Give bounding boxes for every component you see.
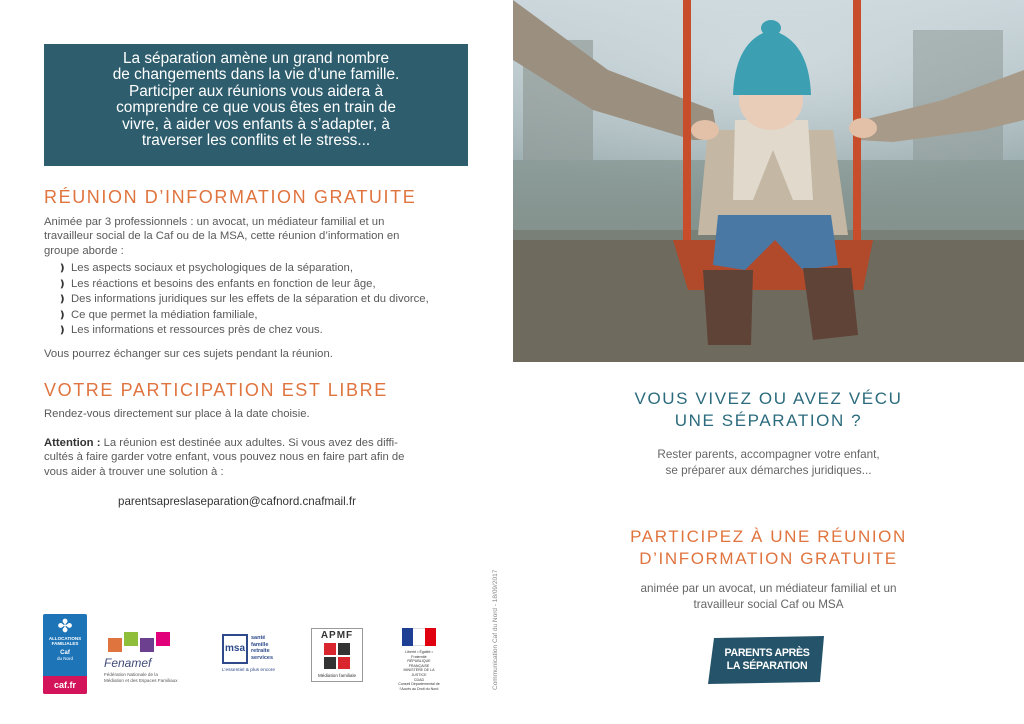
heading-participation: VOTRE PARTICIPATION EST LIBRE <box>44 380 388 400</box>
vivez-line: VOUS VIVEZ OU AVEZ VÉCU <box>634 389 903 408</box>
bullet-icon: ❫ <box>58 309 67 321</box>
list-item-text: Des informations juridiques sur les effets de la séparation et du divorce, <box>71 293 429 306</box>
fenamef-square-icon <box>124 632 138 646</box>
topics-list <box>58 261 429 339</box>
animee-paragraph <box>44 215 470 258</box>
list-item <box>58 277 429 293</box>
fenamef-subtitle: Fédération Nationale de la Médiation et des Espaces Familiaux <box>104 672 178 683</box>
heading-reunion: RÉUNION D’INFORMATION GRATUITE <box>44 187 417 207</box>
caf-logo-text: Caf <box>60 650 70 656</box>
msa-tagline: L’essentiel & plus encore <box>222 668 276 673</box>
bullet-icon: ❫ <box>58 263 67 274</box>
brand-line: PARENTS APRÈS <box>724 647 810 659</box>
animee-subtitle <box>513 581 1024 613</box>
paragraph-line <box>44 436 470 450</box>
caf-logo-text: ALLOCATIONS <box>48 636 82 641</box>
participez-line: PARTICIPEZ À UNE RÉUNION <box>630 527 907 546</box>
fenamef-square-icon <box>140 638 154 652</box>
bullet-icon: ❫ <box>58 325 67 337</box>
puzzle-icon <box>324 643 352 671</box>
cdad-logo <box>398 628 440 691</box>
french-flag-icon <box>402 628 436 646</box>
apmf-title: APMF <box>320 630 354 641</box>
intro-line: Participer aux réunions vous aidera à <box>128 82 384 100</box>
list-item <box>58 292 429 308</box>
caf-logo-text: du Nord <box>56 656 73 661</box>
fenamef-logo <box>104 632 180 687</box>
rendez-vous-text: Rendez-vous directement sur place à la date choisie. <box>44 408 310 420</box>
rester-line: se préparer aux démarches juridiques... <box>665 464 872 477</box>
caf-emblem-icon: ✤ <box>57 616 73 636</box>
msa-words: santé famille retraite services <box>251 635 274 661</box>
bullet-icon: ❫ <box>58 278 67 290</box>
bullet-icon: ❫ <box>58 294 67 306</box>
intro-line: La séparation amène un grand nombre <box>122 50 390 67</box>
list-item <box>58 308 429 324</box>
fenamef-square-icon <box>156 632 170 646</box>
participez-heading <box>513 526 1024 570</box>
msa-box: msa <box>222 634 248 664</box>
attention-paragraph <box>44 436 470 479</box>
caf-logo-text: FAMILIALES <box>51 641 79 646</box>
attention-label: Attention : <box>44 437 101 449</box>
rester-line: Rester parents, accompagner votre enfant, <box>657 448 880 461</box>
fenamef-name: Fenamef <box>104 656 152 670</box>
attention-text: La réunion est destinée aux adultes. Si vous avez des diffi- <box>100 437 398 449</box>
intro-line: comprendre ce que vous êtes en train de <box>116 99 396 117</box>
list-item-text: Les informations et ressources près de chez vous. <box>71 324 323 337</box>
communication-credit: Communication Caf du Nord - 18/09/2017 <box>492 569 499 690</box>
apmf-logo <box>311 628 363 682</box>
brand-line: LA SÉPARATION <box>726 660 808 672</box>
echanger-text: Vous pourrez échanger sur ces sujets pendant la réunion. <box>44 348 333 360</box>
parents-apres-separation-logo <box>708 636 826 684</box>
cdad-text: Liberté • Égalité • Fraternité RÉPUBLIQUE FRANÇAISE MINISTÈRE DE LA JUSTICE CDAD Conseil Départemental de l’Accès au Droit du Nord <box>398 650 440 691</box>
paragraph-line: travailleur social de la Caf ou de la MSA, cette réunion d’information en <box>44 230 400 243</box>
intro-line: de changements dans la vie d’une famille. <box>112 66 400 84</box>
animee-line: animée par un avocat, un médiateur familial et un <box>640 582 897 595</box>
fenamef-square-icon <box>108 638 122 652</box>
list-item <box>58 323 429 339</box>
paragraph-line: vous aider à trouver une solution à : <box>44 465 224 478</box>
paragraph-line: groupe aborde : <box>44 244 124 257</box>
paragraph-line: Animée par 3 professionnels : un avocat, un médiateur familial et un <box>44 216 385 228</box>
caf-fr-badge: caf.fr <box>43 676 87 694</box>
intro-line: vivre, à aider vos enfants à s’adapter, à <box>122 115 390 133</box>
intro-box <box>44 44 468 166</box>
list-item-text: Les aspects sociaux et psychologiques de la séparation, <box>71 262 353 274</box>
participez-line: D’INFORMATION GRATUITE <box>639 549 898 568</box>
vivez-line: UNE SÉPARATION ? <box>674 411 863 430</box>
list-item-text: Les réactions et besoins des enfants en fonction de leur âge, <box>71 277 376 290</box>
contact-email-link[interactable]: parentsapreslaseparation@cafnord.cnafmail.fr <box>118 495 356 508</box>
apmf-subtitle: Médiation familiale <box>317 673 357 678</box>
vivez-heading <box>513 388 1024 432</box>
paragraph-line: cultés à faire garder votre enfant, vous pouvez nous en faire part afin de <box>44 451 405 464</box>
list-item-text: Ce que permet la médiation familiale, <box>71 308 258 321</box>
rester-parents-text <box>513 447 1024 479</box>
child-on-swing-photo <box>513 0 1024 362</box>
list-item <box>58 261 429 277</box>
intro-line: traverser les conflits et le stress... <box>141 132 371 150</box>
animee-line: travailleur social Caf ou MSA <box>693 598 844 611</box>
msa-logo <box>222 634 284 678</box>
